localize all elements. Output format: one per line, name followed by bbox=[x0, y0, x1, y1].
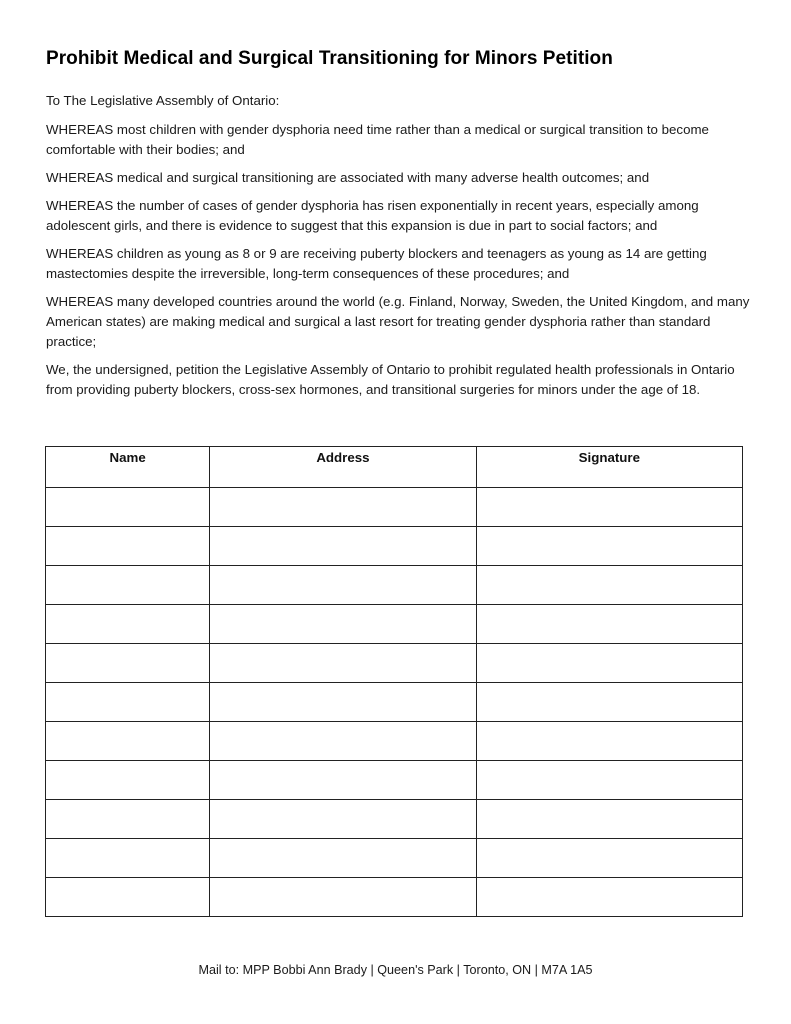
name-cell[interactable] bbox=[46, 605, 210, 644]
signature-cell[interactable] bbox=[476, 683, 742, 722]
address-cell[interactable] bbox=[210, 566, 476, 605]
table-row bbox=[46, 722, 743, 761]
petition-title: Prohibit Medical and Surgical Transitioning for Minors Petition bbox=[46, 48, 613, 69]
petition-body bbox=[46, 91, 751, 408]
addressee-line: To The Legislative Assembly of Ontario: bbox=[46, 93, 280, 108]
table-row bbox=[46, 566, 743, 605]
whereas-paragraph-3: WHEREAS the number of cases of gender dysphoria has risen exponentially in recent years, especially among adolescent girls, and there is evidence to suggest that this expansion is due in part to social factors; and bbox=[46, 198, 699, 233]
table-row bbox=[46, 683, 743, 722]
table-row bbox=[46, 605, 743, 644]
name-cell[interactable] bbox=[46, 839, 210, 878]
signature-cell[interactable] bbox=[476, 644, 742, 683]
whereas-paragraph-1: WHEREAS most children with gender dysphoria need time rather than a medical or surgical transition to become comfortable with their bodies; and bbox=[46, 122, 709, 157]
signature-table bbox=[45, 446, 743, 917]
table-row bbox=[46, 644, 743, 683]
signature-table-body bbox=[46, 488, 743, 917]
signature-cell[interactable] bbox=[476, 839, 742, 878]
address-cell[interactable] bbox=[210, 644, 476, 683]
address-cell[interactable] bbox=[210, 527, 476, 566]
name-cell[interactable] bbox=[46, 878, 210, 917]
name-cell[interactable] bbox=[46, 683, 210, 722]
address-cell[interactable] bbox=[210, 683, 476, 722]
table-row bbox=[46, 761, 743, 800]
whereas-paragraph-5: WHEREAS many developed countries around the world (e.g. Finland, Norway, Sweden, the United Kingdom, and many American states) are making medical and surgical a last resort for treating gender dysphoria rather than standard practice; bbox=[46, 294, 750, 349]
table-row bbox=[46, 527, 743, 566]
address-cell[interactable] bbox=[210, 878, 476, 917]
name-cell[interactable] bbox=[46, 800, 210, 839]
signature-cell[interactable] bbox=[476, 605, 742, 644]
mailing-address-footer: Mail to: MPP Bobbi Ann Brady | Queen's Park | Toronto, ON | M7A 1A5 bbox=[198, 963, 593, 977]
signature-cell[interactable] bbox=[476, 722, 742, 761]
address-cell[interactable] bbox=[210, 839, 476, 878]
signature-table-header-row bbox=[46, 447, 743, 488]
name-cell[interactable] bbox=[46, 761, 210, 800]
resolution-paragraph: We, the undersigned, petition the Legislative Assembly of Ontario to prohibit regulated health professionals in Ontario from providing puberty blockers, cross-sex hormones, and transitional surgeries for minors under the age of 18. bbox=[46, 362, 735, 397]
address-column-header: Address bbox=[210, 447, 476, 488]
address-cell[interactable] bbox=[210, 488, 476, 527]
signature-cell[interactable] bbox=[476, 527, 742, 566]
name-cell[interactable] bbox=[46, 722, 210, 761]
address-cell[interactable] bbox=[210, 605, 476, 644]
name-column-header: Name bbox=[46, 447, 210, 488]
address-cell[interactable] bbox=[210, 800, 476, 839]
signature-column-header: Signature bbox=[476, 447, 742, 488]
address-cell[interactable] bbox=[210, 722, 476, 761]
signature-cell[interactable] bbox=[476, 488, 742, 527]
signature-cell[interactable] bbox=[476, 566, 742, 605]
table-row bbox=[46, 878, 743, 917]
table-row bbox=[46, 800, 743, 839]
table-row bbox=[46, 839, 743, 878]
name-cell[interactable] bbox=[46, 644, 210, 683]
signature-cell[interactable] bbox=[476, 800, 742, 839]
address-cell[interactable] bbox=[210, 761, 476, 800]
whereas-paragraph-2: WHEREAS medical and surgical transitioning are associated with many adverse health outcomes; and bbox=[46, 170, 650, 185]
signature-cell[interactable] bbox=[476, 878, 742, 917]
name-cell[interactable] bbox=[46, 566, 210, 605]
name-cell[interactable] bbox=[46, 527, 210, 566]
table-row bbox=[46, 488, 743, 527]
name-cell[interactable] bbox=[46, 488, 210, 527]
signature-cell[interactable] bbox=[476, 761, 742, 800]
whereas-paragraph-4: WHEREAS children as young as 8 or 9 are receiving puberty blockers and teenagers as young as 14 are getting mastectomies despite the irreversible, long-term consequences of these procedures; and bbox=[46, 246, 707, 281]
